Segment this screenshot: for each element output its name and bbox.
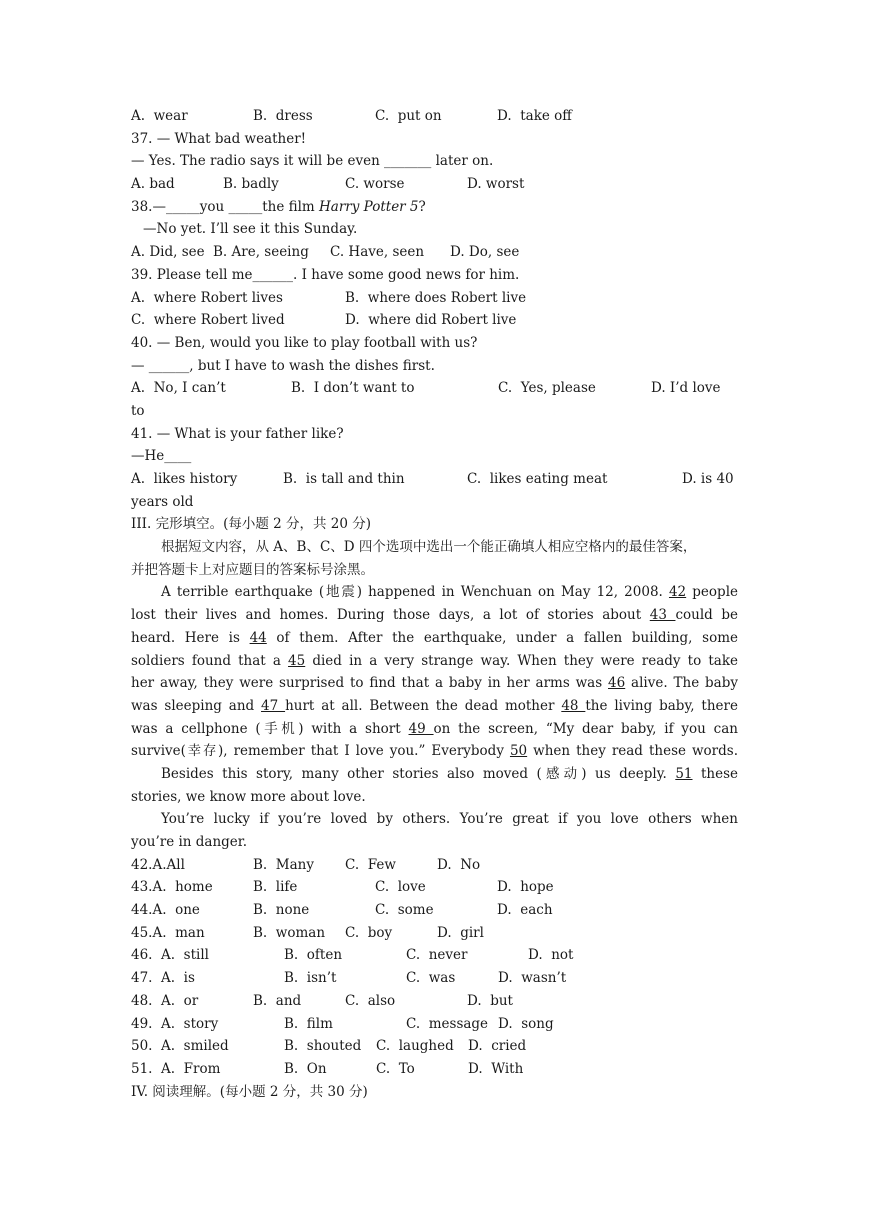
cloze-option-d: D. each xyxy=(497,902,553,919)
q40-line2: — ______, but I have to wash the dishes first. xyxy=(131,357,435,374)
cloze-option-c: C. laughed xyxy=(376,1038,454,1055)
q37-option-b: B. badly xyxy=(223,176,279,193)
cloze-option-row xyxy=(131,1035,738,1058)
cloze-option-d: D. hope xyxy=(497,879,554,896)
passage-text: of them. After the earthquake, under a fallen building, some xyxy=(266,629,738,646)
cloze-option-c: C. love xyxy=(375,879,426,896)
blank-46: 46 xyxy=(608,675,626,692)
q38-option-a: A. Did, see xyxy=(131,244,205,261)
cloze-option-b: B. On xyxy=(284,1060,327,1077)
q38-options xyxy=(131,241,738,264)
blank-47: 47 xyxy=(261,697,286,714)
q41-option-a: A. likes history xyxy=(131,471,238,487)
blank-42: 42 xyxy=(668,584,687,601)
q36-option-c: C. put on xyxy=(375,108,442,124)
cloze-option-row xyxy=(131,922,738,945)
passage-line xyxy=(131,650,738,673)
q36-options xyxy=(131,105,738,128)
q39-options-row1 xyxy=(131,287,738,310)
passage-line xyxy=(131,718,738,741)
q38-film-title: Harry Potter 5 xyxy=(319,198,419,215)
q37-stem: 37. — What bad weather! xyxy=(131,130,307,147)
cloze-option-a: 48. A. or xyxy=(131,992,199,1009)
passage-line: You’re lucky if you’re loved by others. You’re great if you love others when xyxy=(161,811,738,828)
q39-stem: 39. Please tell me______. I have some good news for him. xyxy=(131,266,520,283)
cloze-option-a: 45.A. man xyxy=(131,924,205,941)
passage-text: died in a very strange way. When they were ready to take xyxy=(305,652,738,669)
q40-option-a: A. No, I can’t xyxy=(131,380,226,397)
cloze-option-d: D. but xyxy=(467,992,513,1009)
passage-text: the living baby, there xyxy=(585,697,738,714)
q36-option-b: B. dress xyxy=(253,108,313,124)
q41-option-d-wrap: years old xyxy=(131,493,194,510)
cloze-option-c: C. Few xyxy=(345,856,396,873)
cloze-option-row xyxy=(131,944,738,967)
passage-text: was sleeping and xyxy=(131,697,262,714)
cloze-option-d: D. song xyxy=(498,1015,554,1032)
q38-reply: —No yet. I’ll see it this Sunday. xyxy=(143,221,358,238)
passage-text: these xyxy=(692,765,738,782)
q39-option-c: C. where Robert lived xyxy=(131,312,285,329)
cloze-option-row xyxy=(131,854,738,877)
cloze-option-a: 43.A. home xyxy=(131,879,213,896)
cloze-option-d: D. With xyxy=(468,1060,524,1077)
q37-option-a: A. bad xyxy=(131,176,175,193)
blank-49: 49 xyxy=(408,720,434,737)
q39-option-d: D. where did Robert live xyxy=(345,312,517,329)
passage-text: alive. The baby xyxy=(625,675,738,692)
passage-text: A terrible earthquake (地震) happened in Wenchuan on May 12, 2008. xyxy=(161,584,669,601)
q36-option-d: D. take off xyxy=(497,108,572,124)
cloze-option-a: 50. A. smiled xyxy=(131,1038,229,1055)
passage-text: hurt at all. Between the dead mother xyxy=(285,697,562,714)
passage-text: lost their lives and homes. During those days, a lot of stories about xyxy=(131,607,650,624)
cloze-option-c: C. also xyxy=(345,992,396,1009)
q40-stem: 40. — Ben, would you like to play football with us? xyxy=(131,334,478,351)
q41-option-d: D. is 40 xyxy=(682,471,734,487)
passage-text: survive(幸存), remember that I love you.” Everybody xyxy=(131,743,510,760)
passage-text: people xyxy=(686,584,738,601)
cloze-option-a: 46. A. still xyxy=(131,947,209,964)
q41-stem: 41. — What is your father like? xyxy=(131,425,344,442)
q38-option-b: B. Are, seeing xyxy=(213,244,309,261)
blank-44: 44 xyxy=(249,629,267,646)
cloze-option-row xyxy=(131,967,738,990)
passage-line xyxy=(131,740,738,763)
cloze-option-row xyxy=(131,899,738,922)
cloze-option-b: B. often xyxy=(284,947,343,964)
blank-43: 43 xyxy=(649,607,676,624)
q37-option-d: D. worst xyxy=(467,176,525,193)
passage-line: you’re in danger. xyxy=(131,834,248,850)
passage-line xyxy=(131,604,738,627)
cloze-option-a: 49. A. story xyxy=(131,1015,219,1032)
q39-option-a: A. where Robert lives xyxy=(131,289,283,306)
q40-option-d-wrap: to xyxy=(131,402,145,419)
q38-stem xyxy=(131,196,738,219)
passage-text: when they read these words. xyxy=(527,743,738,760)
cloze-option-a: 51. A. From xyxy=(131,1060,221,1077)
q40-option-d: D. I’d love xyxy=(651,380,721,397)
passage-text: heard. Here is xyxy=(131,629,250,646)
q40-option-c: C. Yes, please xyxy=(498,380,596,397)
cloze-option-row xyxy=(131,1013,738,1036)
q41-option-c: C. likes eating meat xyxy=(467,471,608,487)
cloze-option-b: B. none xyxy=(253,902,310,919)
q39-option-b: B. where does Robert live xyxy=(345,289,527,306)
cloze-option-d: D. wasn’t xyxy=(498,970,567,987)
cloze-option-d: D. girl xyxy=(437,924,484,941)
passage-line xyxy=(131,763,738,786)
cloze-option-d: D. cried xyxy=(468,1038,527,1055)
passage-line xyxy=(131,672,738,695)
q40-option-b: B. I don’t want to xyxy=(291,380,415,397)
cloze-option-b: B. isn’t xyxy=(284,970,337,987)
cloze-option-a: 47. A. is xyxy=(131,970,195,987)
cloze-option-d: D. not xyxy=(528,947,574,964)
cloze-option-row xyxy=(131,1058,738,1081)
cloze-option-c: C. boy xyxy=(345,924,393,941)
section3-instructions-2: 并把答题卡上对应题目的答案标号涂黑。 xyxy=(131,561,374,578)
q38-stem-b: ? xyxy=(418,198,426,215)
cloze-option-c: C. was xyxy=(406,970,456,987)
passage-text: soldiers found that a xyxy=(131,652,289,669)
cloze-option-b: B. shouted xyxy=(284,1038,362,1055)
q37-options xyxy=(131,173,738,196)
q41-line2: —He____ xyxy=(131,448,192,465)
passage-text: Besides this story, many other stories also moved (感动) us deeply. xyxy=(161,765,676,782)
section3-heading: III. 完形填空。(每小题 2 分，共 20 分) xyxy=(131,516,372,533)
cloze-option-row xyxy=(131,876,738,899)
q40-options xyxy=(131,377,738,400)
passage-line xyxy=(131,695,738,718)
passage-text: on the screen, “My dear baby, if you can xyxy=(433,720,738,737)
passage-text: was a cellphone (手机) with a short xyxy=(131,720,409,737)
passage-line: stories, we know more about love. xyxy=(131,788,366,805)
passage-text: her away, they were surprised to find that a baby in her arms was xyxy=(131,675,609,692)
cloze-option-d: D. No xyxy=(437,856,481,873)
section3-instructions-1: 根据短文内容，从 A、B、C、D 四个选项中选出一个能正确填人相应空格内的最佳答案， xyxy=(161,539,697,556)
cloze-option-a: 44.A. one xyxy=(131,902,200,919)
q41-option-b: B. is tall and thin xyxy=(283,471,405,487)
passage-line xyxy=(131,581,738,604)
q38-stem-a: 38.—_____you _____the film xyxy=(131,198,320,215)
cloze-option-b: B. film xyxy=(284,1015,333,1032)
q37-line2: — Yes. The radio says it will be even _______ later on. xyxy=(131,153,494,170)
cloze-option-c: C. some xyxy=(375,902,434,919)
blank-48: 48 xyxy=(561,697,586,714)
cloze-option-a: 42.A.All xyxy=(131,856,185,873)
cloze-option-b: B. Many xyxy=(253,856,314,873)
section4-heading: IV. 阅读理解。(每小题 2 分，共 30 分) xyxy=(131,1083,368,1100)
cloze-option-row xyxy=(131,990,738,1013)
q37-option-c: C. worse xyxy=(345,176,405,193)
cloze-options xyxy=(131,854,738,1081)
blank-51: 51 xyxy=(675,765,693,782)
passage-text: could be xyxy=(675,607,738,624)
cloze-option-b: B. life xyxy=(253,879,298,896)
cloze-option-b: B. and xyxy=(253,992,302,1009)
q36-option-a: A. wear xyxy=(131,108,188,124)
cloze-option-c: C. message xyxy=(406,1015,489,1032)
q41-options xyxy=(131,468,738,491)
blank-45: 45 xyxy=(288,652,306,669)
passage-line xyxy=(131,627,738,650)
q38-option-d: D. Do, see xyxy=(450,244,520,261)
cloze-option-b: B. woman xyxy=(253,924,326,941)
exam-content xyxy=(131,105,738,1103)
cloze-option-c: C. never xyxy=(406,947,468,964)
q39-options-row2 xyxy=(131,309,738,332)
q38-option-c: C. Have, seen xyxy=(330,244,425,261)
blank-50: 50 xyxy=(509,743,528,760)
cloze-option-c: C. To xyxy=(376,1060,415,1077)
